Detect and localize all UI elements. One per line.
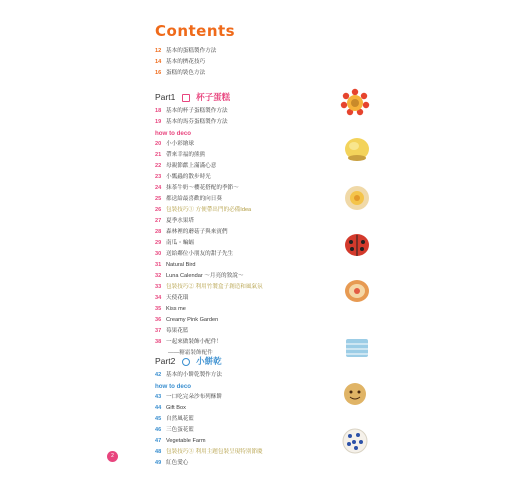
toc-page-number: 18 bbox=[155, 108, 162, 114]
how-to-deco-heading: how to deco bbox=[155, 130, 192, 137]
toc-row bbox=[155, 216, 263, 227]
toc-entry-title: 基本的杯子蛋糕製作方法 bbox=[166, 108, 228, 114]
toc-page-number: 43 bbox=[155, 394, 162, 400]
toc-page-number: 19 bbox=[155, 119, 162, 125]
intro-list bbox=[155, 46, 216, 79]
toc-page-number: 28 bbox=[155, 229, 162, 235]
toc-row bbox=[155, 436, 263, 447]
toc-row bbox=[155, 68, 216, 79]
toc-entry-title: 莓果花籃 bbox=[166, 328, 189, 334]
part1-label: Part1 bbox=[155, 92, 176, 102]
toc-row bbox=[155, 46, 216, 57]
toc-entry-title: 紅色愛心 bbox=[166, 460, 189, 466]
toc-row bbox=[155, 458, 263, 469]
toc-page-number: 48 bbox=[155, 449, 162, 455]
toc-entry-title: 蛋糕的裝色方法 bbox=[166, 70, 206, 76]
blue-gift-cookie-image bbox=[344, 336, 370, 360]
toc-row bbox=[155, 172, 263, 183]
how-to-deco-heading: how to deco bbox=[155, 383, 192, 390]
toc-entry-title: 森林裡的蘑菇子與來賓們 bbox=[166, 229, 228, 235]
toc-tip-row bbox=[155, 282, 263, 293]
toc-entry-title: 帶來幸福的熊熊 bbox=[166, 152, 206, 158]
toc-page-number: 30 bbox=[155, 251, 162, 257]
part2-heading bbox=[155, 355, 222, 367]
page-number: 2 bbox=[107, 451, 118, 462]
toc-page-number: 38 bbox=[155, 339, 162, 345]
part2-name: 小餅乾 bbox=[196, 356, 222, 366]
toc-page-number: 21 bbox=[155, 152, 162, 158]
toc-entry-title: 一起來做裝飾小配件！ bbox=[166, 339, 222, 345]
sunflower-cupcake-image bbox=[340, 88, 370, 116]
toc-entry-title: 自然風花籃 bbox=[166, 416, 194, 422]
toc-page-number: 16 bbox=[155, 70, 162, 76]
toc-page-number: 32 bbox=[155, 273, 162, 279]
toc-page-number: 49 bbox=[155, 460, 162, 466]
part1-name: 杯子蛋糕 bbox=[196, 92, 231, 102]
toc-entry-title: 送給鄰位小朋友的甜子先生 bbox=[166, 251, 234, 257]
toc-row bbox=[155, 403, 263, 414]
toc-page-number: 31 bbox=[155, 262, 162, 268]
toc-entry-title: 基本的小餅乾製作方法 bbox=[166, 372, 222, 378]
toc-entry-title: Luna Calendar ～月亮的敘說～ bbox=[166, 273, 244, 279]
page-title: Contents bbox=[155, 22, 236, 40]
toc-row bbox=[155, 337, 263, 348]
toc-row bbox=[155, 227, 263, 238]
toc-page-number: 45 bbox=[155, 416, 162, 422]
toc-row bbox=[155, 425, 263, 436]
toc-row bbox=[155, 315, 263, 326]
toc-page-number: 26 bbox=[155, 207, 162, 213]
toc-tip-row bbox=[155, 205, 263, 216]
toc-tip-row bbox=[155, 447, 263, 458]
toc-row bbox=[155, 414, 263, 425]
toc-page-number: 22 bbox=[155, 163, 162, 169]
toc-entry-title: 都送給最喜歡的向日葵 bbox=[166, 196, 222, 202]
toc-page-number: 25 bbox=[155, 196, 162, 202]
toc-entry-title: 抹茶牛奶～櫻花搭配的季節～ bbox=[166, 185, 239, 191]
toc-page-number: 33 bbox=[155, 284, 162, 290]
toc-page-number: 44 bbox=[155, 405, 162, 411]
toc-row bbox=[155, 370, 263, 381]
toc-page-number: 24 bbox=[155, 185, 162, 191]
dotted-cookie-image bbox=[342, 428, 368, 454]
toc-sub-entry: ——糖霜裝飾配件 bbox=[168, 350, 213, 356]
toc-page-number: 34 bbox=[155, 295, 162, 301]
toc-page-number: 29 bbox=[155, 240, 162, 246]
toc-entry-title: Vegetable Farm bbox=[166, 438, 206, 444]
toc-entry-title: Gift Box bbox=[166, 405, 186, 411]
toc-page-number: 36 bbox=[155, 317, 162, 323]
toc-row bbox=[155, 139, 263, 150]
toc-row bbox=[155, 161, 263, 172]
toc-page-number: 42 bbox=[155, 372, 162, 378]
part2-label: Part2 bbox=[155, 356, 176, 366]
toc-entry-title: 基本的蛋糕製作方法 bbox=[166, 48, 217, 54]
toc-entry-title: 夏季水果塔 bbox=[166, 218, 194, 224]
toc-page-number: 12 bbox=[155, 48, 162, 54]
toc-page-number: 14 bbox=[155, 59, 162, 65]
toc-entry-title: 包裝技巧③ 利用主題包裝呈現特別節慶 bbox=[166, 449, 263, 455]
toc-row bbox=[155, 293, 263, 304]
toc-row bbox=[155, 271, 263, 282]
toc-row bbox=[155, 326, 263, 337]
toc-entry-title: 小小彩繪球 bbox=[166, 141, 194, 147]
toc-row bbox=[155, 238, 263, 249]
toc-entry-title: Kiss me bbox=[166, 306, 186, 312]
flower-cupcake-image bbox=[343, 184, 371, 212]
toc-entry-title: Creamy Pink Garden bbox=[166, 317, 219, 323]
toc-row bbox=[155, 249, 263, 260]
toc-page-number: 37 bbox=[155, 328, 162, 334]
toc-entry-title: 小瓢蟲的散步時光 bbox=[166, 174, 211, 180]
toc-page-number: 46 bbox=[155, 427, 162, 433]
cupcake-icon bbox=[182, 94, 190, 102]
toc-entry-title: 南瓜・蝙蝠 bbox=[166, 240, 194, 246]
toc-row bbox=[155, 260, 263, 271]
toc-row bbox=[155, 150, 263, 161]
toc-page-number: 27 bbox=[155, 218, 162, 224]
toc-entry-title: 包裝技巧① 方便帶出門的必備Idea bbox=[166, 207, 252, 213]
toc-row bbox=[155, 194, 263, 205]
toc-page-number: 47 bbox=[155, 438, 162, 444]
toc-entry-title: Natural Bird bbox=[166, 262, 196, 268]
part1-heading bbox=[155, 91, 230, 103]
part1-list bbox=[155, 106, 263, 359]
toc-entry-title: 母親節獻上滿滿心意 bbox=[166, 163, 217, 169]
cookie-icon bbox=[182, 358, 190, 366]
part2-list bbox=[155, 370, 263, 469]
pie-cupcake-image bbox=[343, 278, 371, 304]
toc-entry-title: 基本的擠花技巧 bbox=[166, 59, 206, 65]
toc-row bbox=[155, 117, 263, 128]
toc-entry-title: 天使花環 bbox=[166, 295, 189, 301]
toc-row bbox=[155, 392, 263, 403]
toc-entry-title: 三色蛋花籃 bbox=[166, 427, 194, 433]
toc-entry-title: 包裝技巧② 利用竹製盒子創造和風氣氛 bbox=[166, 284, 263, 290]
toc-page-number: 23 bbox=[155, 174, 162, 180]
toc-page-number: 20 bbox=[155, 141, 162, 147]
toc-row bbox=[155, 106, 263, 117]
toc-row bbox=[155, 183, 263, 194]
toc-page-number: 35 bbox=[155, 306, 162, 312]
toc-row bbox=[155, 57, 216, 68]
toc-row bbox=[155, 304, 263, 315]
toc-entry-title: 基本的馬芬蛋糕製作方法 bbox=[166, 119, 228, 125]
face-cookie-image bbox=[342, 382, 368, 406]
toc-entry-title: 一口吃完朵沙布列酥餅 bbox=[166, 394, 222, 400]
ladybug-cupcake-image bbox=[343, 232, 371, 258]
yellow-cupcake-image bbox=[343, 136, 371, 162]
